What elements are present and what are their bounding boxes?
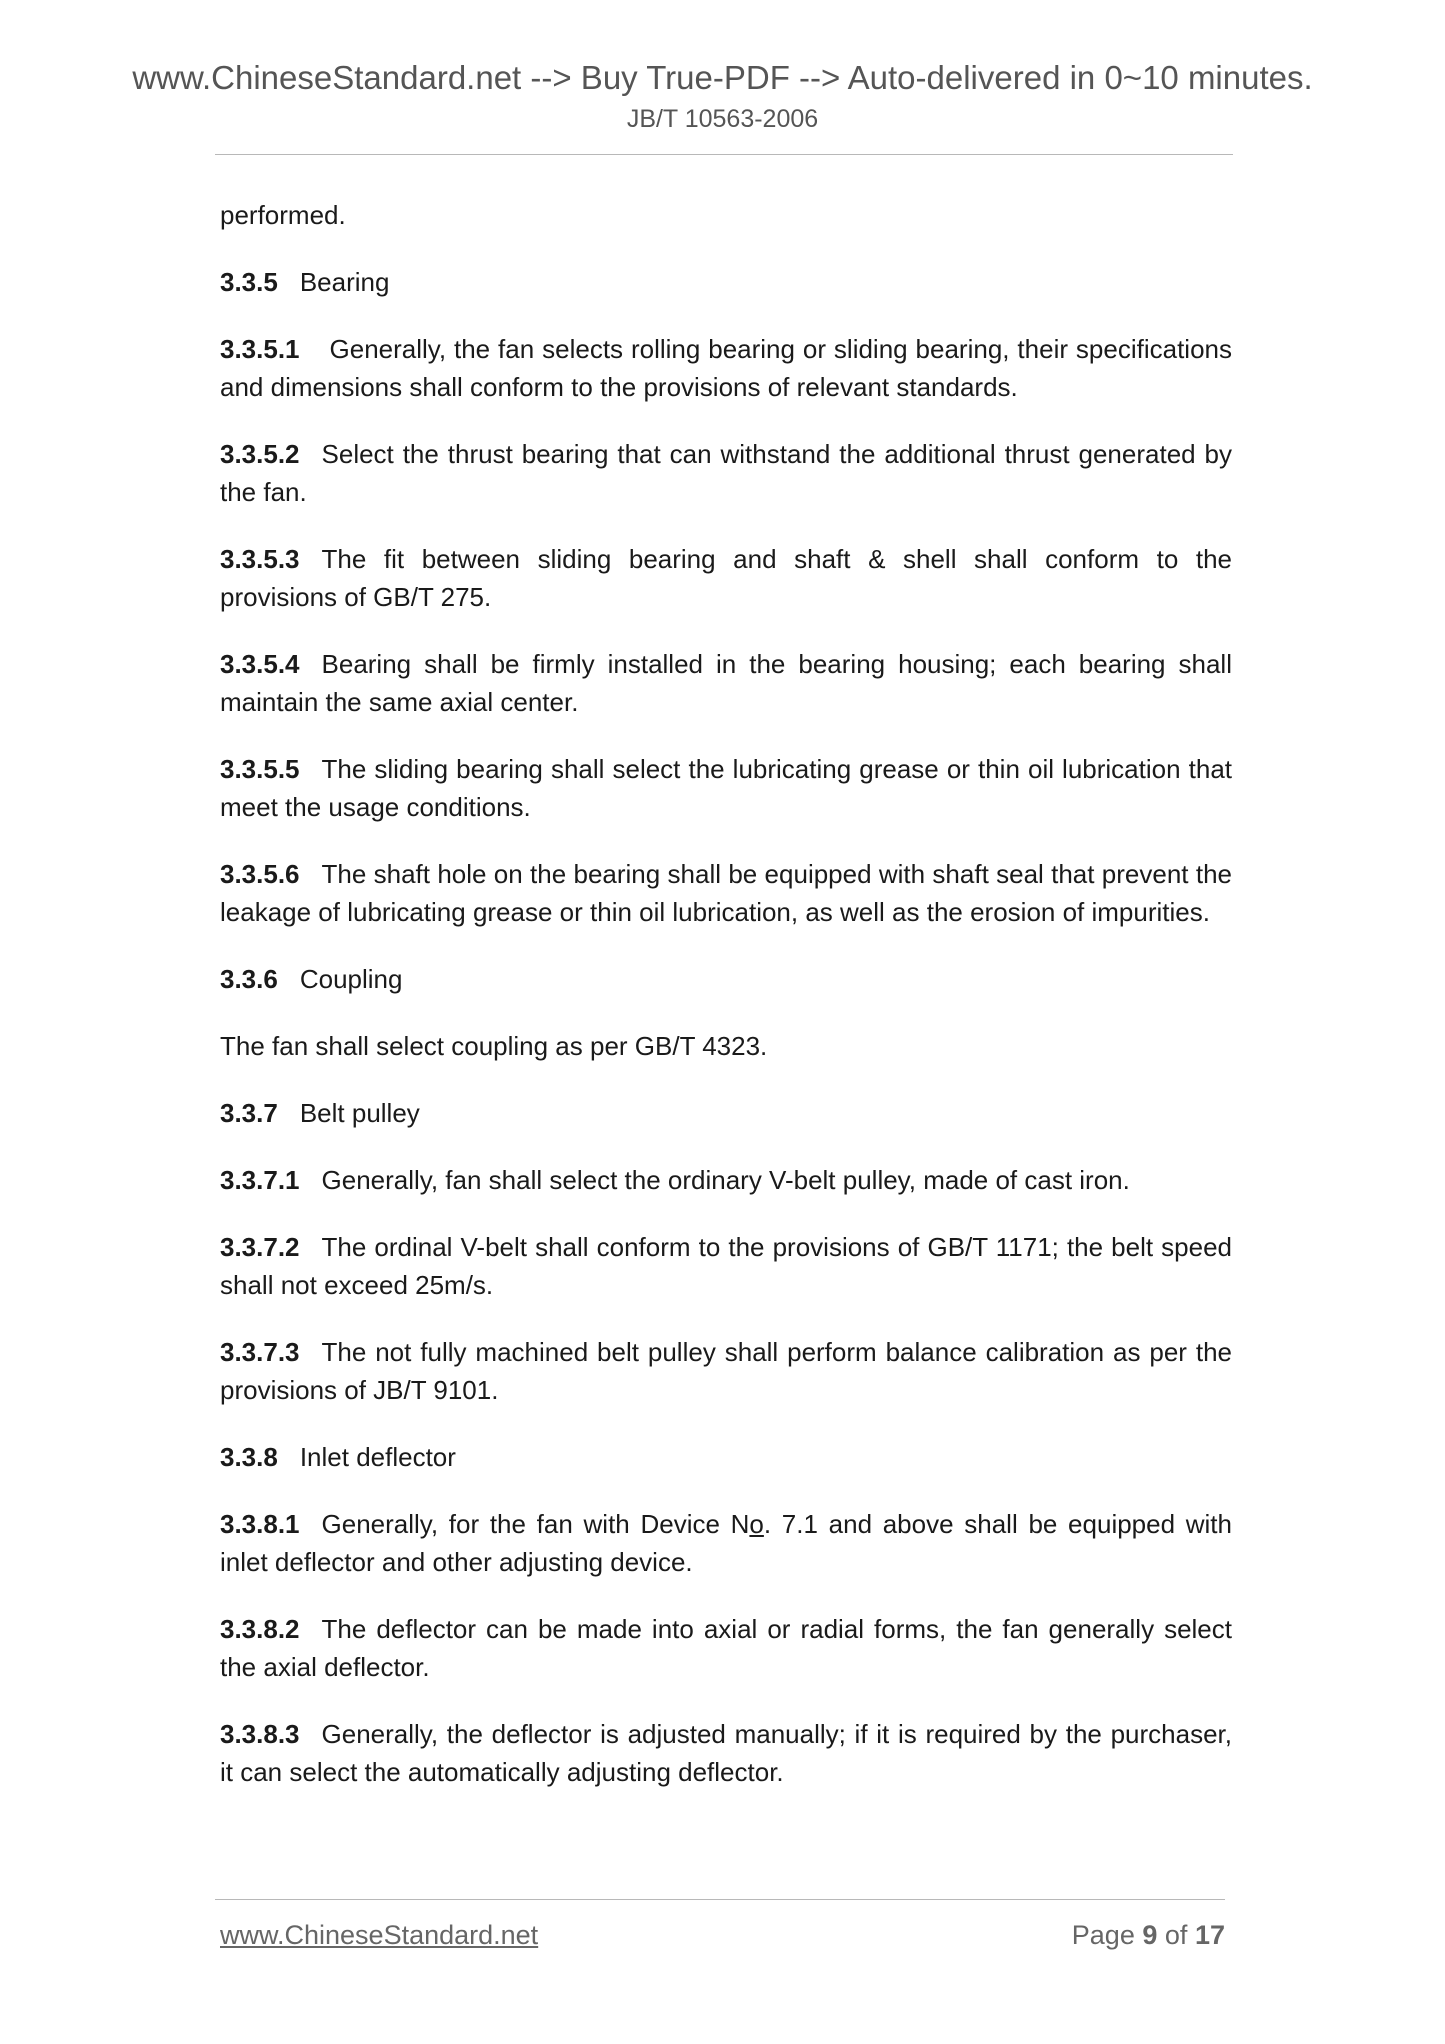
clause-3-3-8-1: [220, 1505, 1232, 1581]
clause-number: 3.3.5.5: [220, 754, 300, 784]
page-prefix: Page: [1071, 1920, 1135, 1950]
paragraph-continuation: performed.: [220, 200, 346, 230]
paragraph-coupling: The fan shall select coupling as per GB/T 4323.: [220, 1031, 768, 1061]
section-number: 3.3.5: [220, 267, 278, 297]
section-3-3-6-heading: [220, 960, 1232, 998]
clause-text-b: . 7.1 and above shall be equipped with inlet deflector and other adjusting device.: [220, 1509, 1232, 1577]
clause-3-3-5-4: [220, 645, 1232, 721]
clause-text: The deflector can be made into axial or radial forms, the fan generally select the axial deflector.: [220, 1614, 1232, 1682]
section-title: Bearing: [299, 267, 390, 297]
clause-text: Generally, fan shall select the ordinary V-belt pulley, made of cast iron.: [321, 1165, 1130, 1195]
clause-text: The ordinal V-belt shall conform to the provisions of GB/T 1171; the belt speed shall not exceed 25m/s.: [220, 1232, 1232, 1300]
clause-3-3-5-1: [220, 330, 1232, 406]
section-3-3-5-heading: [220, 263, 1232, 301]
clause-text: The not fully machined belt pulley shall perform balance calibration as per the provisions of JB/T 9101.: [220, 1337, 1232, 1405]
page-indicator: [1072, 1918, 1225, 1952]
clause-number: 3.3.7.1: [220, 1165, 300, 1195]
document-body: [220, 196, 1232, 1820]
clause-3-3-5-5: [220, 750, 1232, 826]
clause-text: Select the thrust bearing that can withstand the additional thrust generated by the fan.: [220, 439, 1232, 507]
clause-number: 3.3.8.2: [220, 1614, 300, 1644]
clause-text: Generally, the deflector is adjusted manually; if it is required by the purchaser, it can select the automatically adjusting deflector.: [220, 1719, 1232, 1787]
clause-3-3-8-3: [220, 1715, 1232, 1791]
clause-3-3-5-3: [220, 540, 1232, 616]
section-title: Belt pulley: [299, 1098, 420, 1128]
clause-number: 3.3.8.1: [220, 1509, 300, 1539]
footer-site-link[interactable]: www.ChineseStandard.net: [220, 1920, 539, 1950]
clause-text-a: Generally, for the fan with Device N: [321, 1509, 750, 1539]
section-number: 3.3.7: [220, 1098, 278, 1128]
page-separator: of: [1164, 1920, 1188, 1950]
clause-text: The fit between sliding bearing and shaft & shell shall conform to the provisions of GB/T 275.: [220, 544, 1232, 612]
section-3-3-7-heading: [220, 1094, 1232, 1132]
clause-number: 3.3.5.4: [220, 649, 300, 679]
clause-number: 3.3.5.3: [220, 544, 300, 574]
footer-divider: [215, 1899, 1225, 1900]
section-number: 3.3.8: [220, 1442, 278, 1472]
clause-number: 3.3.7.3: [220, 1337, 300, 1367]
clause-number: 3.3.5.2: [220, 439, 300, 469]
clause-3-3-7-3: [220, 1333, 1232, 1409]
section-title: Inlet deflector: [299, 1442, 456, 1472]
clause-3-3-5-6: [220, 855, 1232, 931]
clause-number: 3.3.5.1: [220, 334, 300, 364]
clause-number: 3.3.7.2: [220, 1232, 300, 1262]
clause-number: 3.3.8.3: [220, 1719, 300, 1749]
header-divider: [215, 154, 1233, 155]
clause-3-3-8-2: [220, 1610, 1232, 1686]
clause-text: The sliding bearing shall select the lubricating grease or thin oil lubrication that meet the usage conditions.: [220, 754, 1232, 822]
clause-3-3-7-1: [220, 1161, 1232, 1199]
clause-text: The shaft hole on the bearing shall be equipped with shaft seal that prevent the leakage of lubricating grease or thin oil lubrication, as well as the erosion of impurities.: [220, 859, 1232, 927]
standard-code: JB/T 10563-2006: [626, 105, 819, 133]
section-3-3-8-heading: [220, 1438, 1232, 1476]
clause-text: Bearing shall be firmly installed in the bearing housing; each bearing shall maintain the same axial center.: [220, 649, 1232, 717]
page-total: 17: [1194, 1920, 1225, 1950]
header-banner: www.ChineseStandard.net --> Buy True-PDF --> Auto-delivered in 0~10 minutes.: [132, 59, 1313, 96]
section-title: Coupling: [299, 964, 403, 994]
clause-text: Generally, the fan selects rolling bearing or sliding bearing, their specifications and dimensions shall conform to the provisions of relevant standards.: [220, 334, 1232, 402]
clause-3-3-5-2: [220, 435, 1232, 511]
page-current: 9: [1142, 1920, 1158, 1950]
clause-3-3-7-2: [220, 1228, 1232, 1304]
clause-text-o: o: [749, 1509, 764, 1539]
clause-number: 3.3.5.6: [220, 859, 300, 889]
section-number: 3.3.6: [220, 964, 278, 994]
